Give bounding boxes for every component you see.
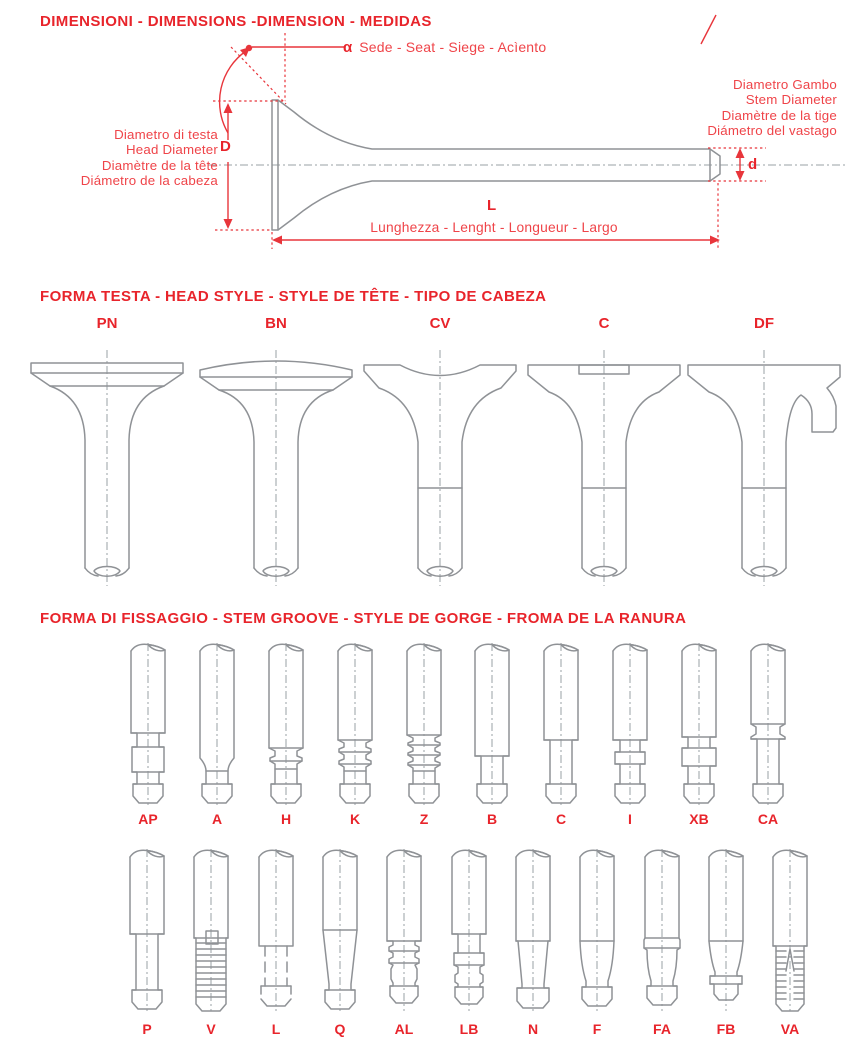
stem-groove-n [509, 846, 557, 1012]
head-styles-title: FORMA TESTA - HEAD STYLE - STYLE DE TÊTE - TIPO DE CABEZA [40, 288, 547, 305]
groove-label-k: K [349, 811, 361, 827]
groove-label-l: L [271, 1021, 281, 1037]
stem-groove-lb [445, 846, 493, 1012]
groove-label-z: Z [419, 811, 429, 827]
stem-groove-b [468, 640, 516, 806]
head-diameter-line: Diamètre de la tête [101, 157, 218, 173]
stem-groove-ca [744, 640, 792, 806]
groove-label-h: H [280, 811, 292, 827]
head-style-bn [191, 340, 361, 590]
groove-label-c: C [555, 811, 567, 827]
dim-letter-L: L [487, 197, 497, 214]
head-style-label-cv: CV [429, 315, 451, 332]
stem-diameter-line: Diámetro del vastago [707, 123, 837, 139]
stem-groove-xb [675, 640, 723, 806]
stem-diameter-line: Diametro Gambo [732, 77, 837, 92]
stem-groove-ap [124, 640, 172, 806]
stem-diameter-line: Diamètre de la tige [721, 107, 837, 123]
stem-diameter-label [707, 77, 837, 139]
dimensions-title: DIMENSIONI - DIMENSIONS -DIMENSION - MEDIDAS [40, 13, 432, 30]
head-style-label-bn: BN [265, 315, 287, 332]
head-diameter-line: Diámetro de la cabeza [80, 173, 218, 189]
groove-label-b: B [486, 811, 498, 827]
groove-label-ca: CA [757, 811, 779, 827]
stem-groove-k [331, 640, 379, 806]
stem-groove-c [537, 640, 585, 806]
groove-label-al: AL [394, 1021, 414, 1037]
dim-letter-D: D [220, 138, 231, 155]
groove-label-v: V [206, 1021, 216, 1037]
stem-groove-fa [638, 846, 686, 1012]
length-label: Lunghezza - Lenght - Longueur - Largo [370, 220, 618, 235]
seat-angle-label [343, 39, 546, 57]
groove-label-lb: LB [459, 1021, 479, 1037]
stem-groove-a [193, 640, 241, 806]
head-style-label-pn: PN [96, 315, 118, 332]
stem-grooves-title: FORMA DI FISSAGGIO - STEM GROOVE - STYLE DE GORGE - FROMA DE LA RANURA [40, 610, 687, 627]
groove-label-fa: FA [653, 1021, 671, 1037]
stem-groove-l [252, 846, 300, 1012]
groove-label-ap: AP [138, 811, 158, 827]
head-style-df [679, 340, 849, 590]
stem-groove-fb [702, 846, 750, 1012]
stem-groove-z [400, 640, 448, 806]
stem-groove-f [573, 846, 621, 1012]
groove-label-fb: FB [716, 1021, 736, 1037]
groove-label-va: VA [780, 1021, 800, 1037]
groove-label-a: A [211, 811, 223, 827]
df-drawing [679, 340, 849, 590]
dim-letter-d: d [748, 156, 758, 173]
head-style-pn [22, 340, 192, 590]
head-style-c [519, 340, 689, 590]
stem-groove-i [606, 640, 654, 806]
stem-groove-va [766, 846, 814, 1012]
cv-drawing [355, 340, 525, 590]
stem-diameter-line: Stem Diameter [745, 92, 837, 108]
stem-groove-h [262, 640, 310, 806]
head-style-label-df: DF [754, 315, 774, 332]
head-diameter-line: Head Diameter [125, 142, 218, 158]
groove-label-i: I [628, 811, 632, 827]
groove-label-f: F [592, 1021, 602, 1037]
groove-label-p: P [142, 1021, 152, 1037]
groove-label-xb: XB [689, 811, 709, 827]
groove-label-q: Q [334, 1021, 346, 1037]
head-style-label-c: C [598, 315, 610, 332]
alpha-symbol: α [343, 39, 353, 56]
bn-drawing [191, 340, 361, 590]
stem-groove-p [123, 846, 171, 1012]
stem-groove-q [316, 846, 364, 1012]
head-diameter-line: Diametro di testa [114, 127, 218, 142]
seat-label-text: Sede - Seat - Siege - Acìento [359, 39, 547, 55]
head-style-cv [355, 340, 525, 590]
stem-groove-al [380, 846, 428, 1012]
stem-groove-v [187, 846, 235, 1012]
groove-label-n: N [527, 1021, 539, 1037]
head-diameter-label [18, 127, 218, 189]
pn-drawing [22, 340, 192, 590]
c-drawing [519, 340, 689, 590]
